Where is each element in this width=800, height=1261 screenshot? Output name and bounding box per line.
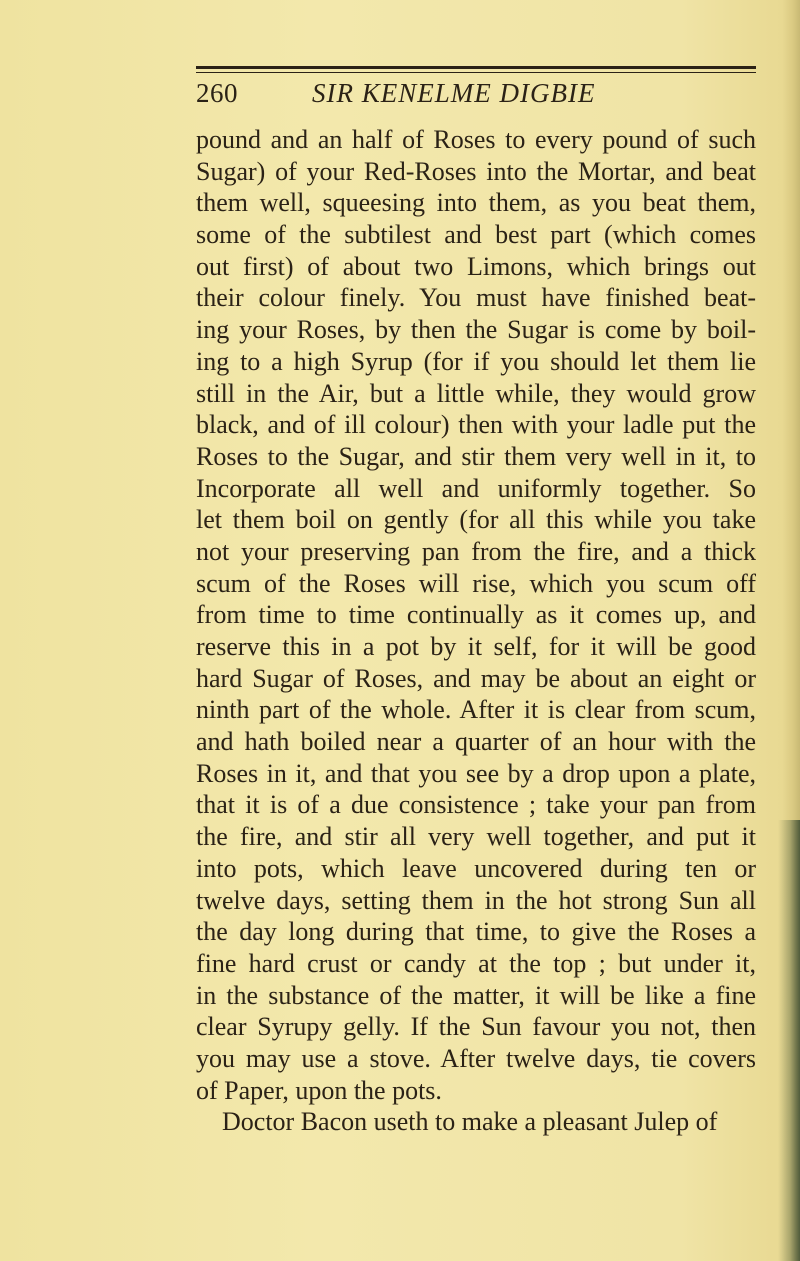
- text-line: ing to a high Syrup (for if you should let them lie: [196, 346, 756, 376]
- body-text: [196, 124, 756, 1138]
- text-line: of Paper, upon the pots.: [196, 1075, 442, 1105]
- text-line: the day long during that time, to give the Roses a: [196, 917, 756, 947]
- text-line: scum of the Roses will rise, which you scum off: [196, 568, 756, 598]
- text-line: in the substance of the matter, it will be like a fine: [196, 980, 756, 1010]
- running-head: SIR KENELME DIGBIE: [312, 78, 596, 108]
- text-line: you may use a stove. After twelve days, tie covers: [196, 1043, 756, 1073]
- text-line: Incorporate all well and uniformly together. So: [196, 473, 756, 503]
- text-line: ninth part of the whole. After it is clear from scum,: [196, 695, 756, 725]
- page-edge-strip: [778, 820, 800, 1261]
- text-line: and hath boiled near a quarter of an hour with the: [196, 727, 756, 757]
- page-number: 260: [196, 78, 238, 108]
- text-line: reserve this in a pot by it self, for it will be good: [196, 632, 756, 661]
- text-line: let them boil on gently (for all this while you take: [196, 505, 756, 535]
- text-line: Roses in it, and that you see by a drop upon a plate,: [196, 758, 756, 788]
- text-line: their colour finely. You must have finished beat-: [196, 283, 756, 313]
- text-line: Sugar) of your Red-Roses into the Mortar, and beat: [196, 156, 756, 186]
- text-line: that it is of a due consistence ; take your pan from: [196, 790, 756, 820]
- header-rule-thick: [196, 66, 756, 69]
- text-line: hard Sugar of Roses, and may be about an eight or: [196, 663, 756, 693]
- text-line: Doctor Bacon useth to make a pleasant Julep of: [222, 1107, 718, 1137]
- page-header: [196, 78, 756, 118]
- text-line: still in the Air, but a little while, they would grow: [196, 378, 756, 408]
- text-line: them well, squeesing into them, as you beat them,: [196, 188, 756, 218]
- text-line: ing your Roses, by then the Sugar is come by boil-: [196, 315, 756, 345]
- text-line: fine hard crust or candy at the top ; but under it,: [196, 948, 756, 978]
- text-line: not your preserving pan from the fire, and a thick: [196, 536, 756, 566]
- text-line: Roses to the Sugar, and stir them very well in it, to: [196, 441, 756, 471]
- header-rule-thin: [196, 72, 756, 73]
- text-line: clear Syrupy gelly. If the Sun favour you not, then: [196, 1012, 756, 1042]
- text-line: the fire, and stir all very well together, and put it: [196, 822, 756, 852]
- text-line: out first) of about two Limons, which brings out: [196, 251, 756, 281]
- text-line: from time to time continually as it comes up, and: [196, 600, 756, 630]
- text-line: black, and of ill colour) then with your ladle put the: [196, 410, 756, 440]
- text-line: twelve days, setting them in the hot strong Sun all: [196, 885, 756, 915]
- text-line: into pots, which leave uncovered during ten or: [196, 853, 756, 883]
- text-line: pound and an half of Roses to every pound of such: [196, 125, 756, 154]
- text-line: some of the subtilest and best part (which comes: [196, 220, 756, 250]
